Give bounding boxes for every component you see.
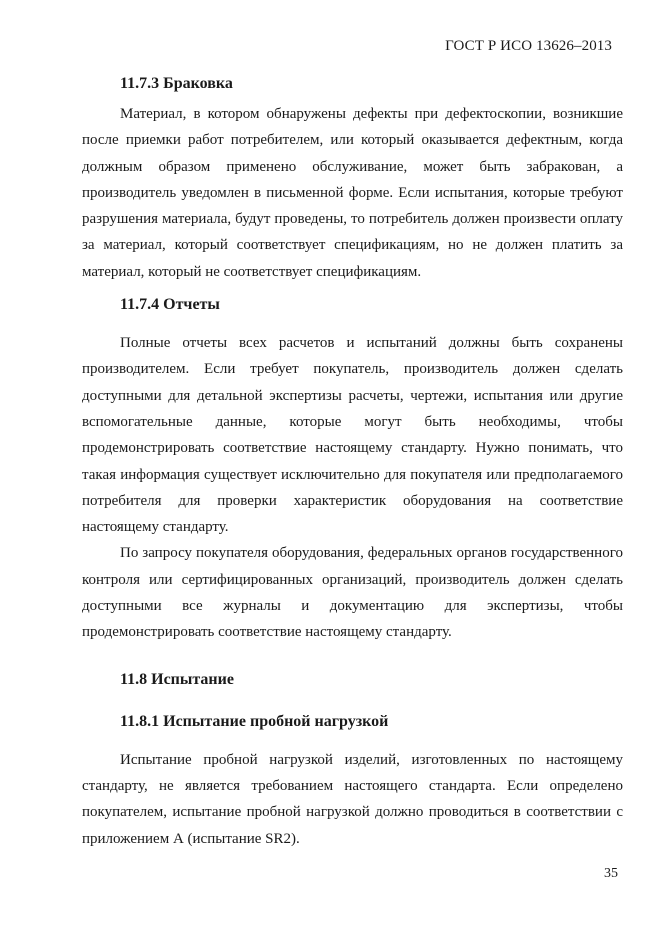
- paragraph-reports-2: По запросу покупателя оборудования, федеральных органов государственного контроля или сертифицированных организаций, производитель должен сделать доступными все журналы и документацию для экспертизы, чтобы продемонстрировать соответствие настоящему стандарту.: [82, 545, 623, 641]
- section-heading-11-7-3: 11.7.3 Браковка: [120, 75, 233, 92]
- section-heading-11-7-4: 11.7.4 Отчеты: [120, 296, 220, 314]
- section-heading-11-8-1: 11.8.1 Испытание пробной нагрузкой: [120, 712, 389, 730]
- section-heading-11-8: 11.8 Испытание: [120, 670, 234, 688]
- paragraph-rejection: Материал, в котором обнаружены дефекты при дефектоскопии, возникшие после приемки работ потребителем, или который оказывается дефектным, когда должным образом применено обслуживание, может быть забракован, а производитель уведомлен в письменной форме. Если испытания, которые требуют разрушения материала, будут проведены, то потребитель должен произвести оплату за материал, который соответствует спецификациям, но не должен платить за материал, который не соответствует спецификациям.: [82, 106, 623, 280]
- page-number: 35: [604, 866, 618, 881]
- document-id-header: ГОСТ Р ИСО 13626–2013: [445, 38, 612, 54]
- paragraph-reports-1: Полные отчеты всех расчетов и испытаний должны быть сохранены производителем. Если требует покупатель, производитель должен сделать доступными для детальной экспертизы расчеты, чертежи, испытания или другие вспомогательные данные, которые могут быть необходимы, чтобы продемонстрировать соответствие настоящему стандарту. Нужно понимать, что такая информация существует исключительно для покупателя или предполагаемого потребителя для проверки характеристик оборудования на соответствие настоящему стандарту.: [82, 335, 623, 536]
- paragraph-proof-load-test: Испытание пробной нагрузкой изделий, изготовленных по настоящему стандарту, не является требованием настоящего стандарта. Если определено покупателем, испытание пробной нагрузкой должно проводиться в соответствии с приложением А (испытание SR2).: [82, 751, 623, 847]
- document-body: [82, 71, 623, 852]
